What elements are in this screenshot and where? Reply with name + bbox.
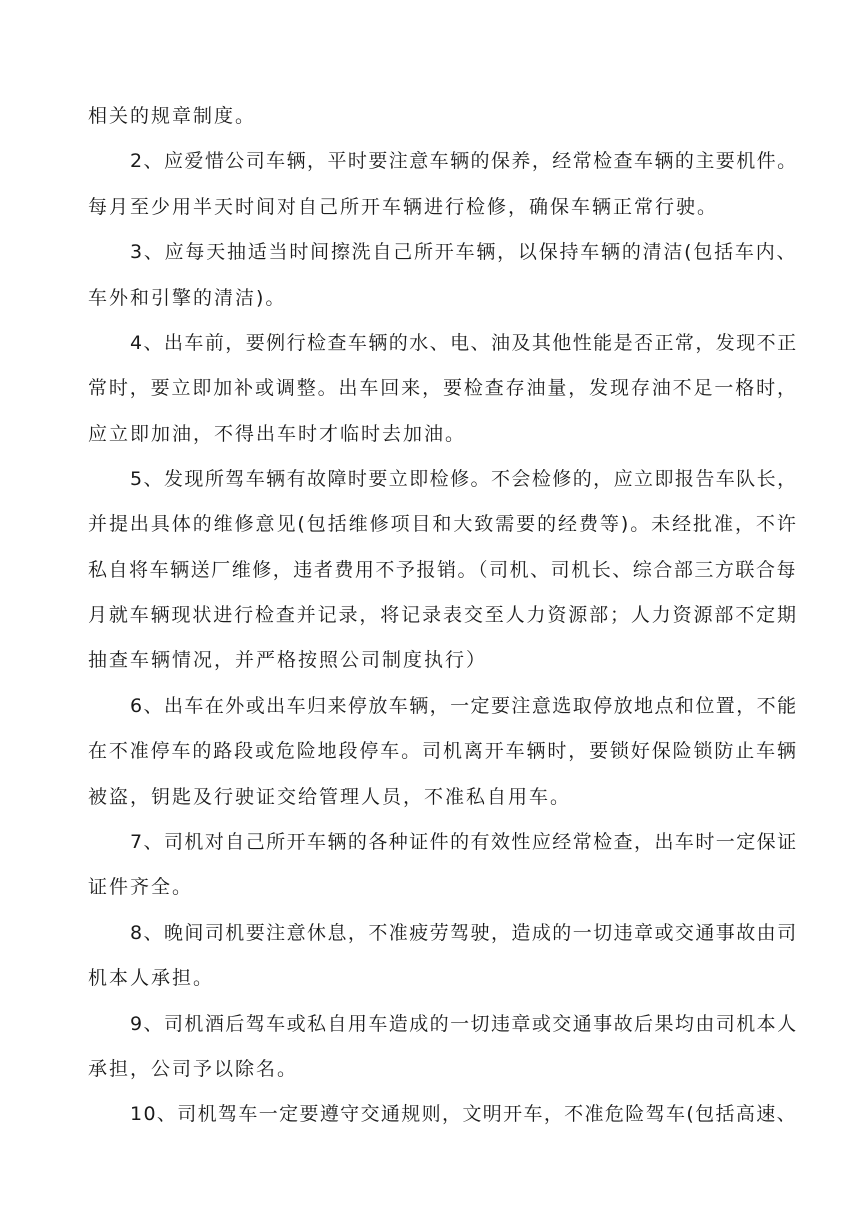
text-line: 10、司机驾车一定要遵守交通规则，文明开车，不准危险驾车(包括高速、 bbox=[130, 1103, 797, 1125]
text-line: 被盗，钥匙及行驶证交给管理人员，不准私自用车。 bbox=[88, 786, 572, 808]
text-line: 常时，要立即加补或调整。出车回来，要检查存油量，发现存油不足一格时， bbox=[88, 377, 798, 399]
text-line: 承担，公司予以除名。 bbox=[88, 1058, 299, 1080]
text-line: 月就车辆现状进行检查并记录，将记录表交至人力资源部；人力资源部不定期 bbox=[88, 604, 798, 626]
text-line: 9、司机酒后驾车或私自用车造成的一切违章或交通事故后果均由司机本人 bbox=[130, 1013, 798, 1035]
text-line: 3、应每天抽适当时间擦洗自己所开车辆，以保持车辆的清洁(包括车内、 bbox=[130, 241, 798, 263]
text-line: 6、出车在外或出车归来停放车辆，一定要注意选取停放地点和位置，不能 bbox=[130, 695, 798, 717]
text-line: 7、司机对自己所开车辆的各种证件的有效性应经常检查，出车时一定保证 bbox=[130, 831, 798, 853]
text-line: 2、应爱惜公司车辆，平时要注意车辆的保养，经常检查车辆的主要机件。 bbox=[130, 150, 798, 172]
text-line: 证件齐全。 bbox=[88, 876, 194, 898]
text-line: 每月至少用半天时间对自己所开车辆进行检修，确保车辆正常行驶。 bbox=[88, 196, 719, 218]
text-line: 5、发现所驾车辆有故障时要立即检修。不会检修的，应立即报告车队长， bbox=[130, 468, 798, 490]
text-line: 8、晚间司机要注意休息，不准疲劳驾驶，造成的一切违章或交通事故由司 bbox=[130, 922, 798, 944]
text-line: 在不准停车的路段或危险地段停车。司机离开车辆时，要锁好保险锁防止车辆 bbox=[88, 740, 798, 762]
text-line: 相关的规章制度。 bbox=[88, 105, 257, 127]
text-line: 私自将车辆送厂维修，违者费用不予报销。（司机、司机长、综合部三方联合每 bbox=[88, 559, 798, 581]
text-line: 抽查车辆情况，并严格按照公司制度执行） bbox=[88, 649, 488, 671]
text-line: 4、出车前，要例行检查车辆的水、电、油及其他性能是否正常，发现不正 bbox=[130, 332, 798, 354]
text-line: 并提出具体的维修意见(包括维修项目和大致需要的经费等)。未经批准，不许 bbox=[88, 513, 798, 535]
text-line: 应立即加油，不得出车时才临时去加油。 bbox=[88, 423, 467, 445]
text-line: 机本人承担。 bbox=[88, 967, 215, 989]
text-line: 车外和引擎的清洁)。 bbox=[88, 287, 287, 309]
